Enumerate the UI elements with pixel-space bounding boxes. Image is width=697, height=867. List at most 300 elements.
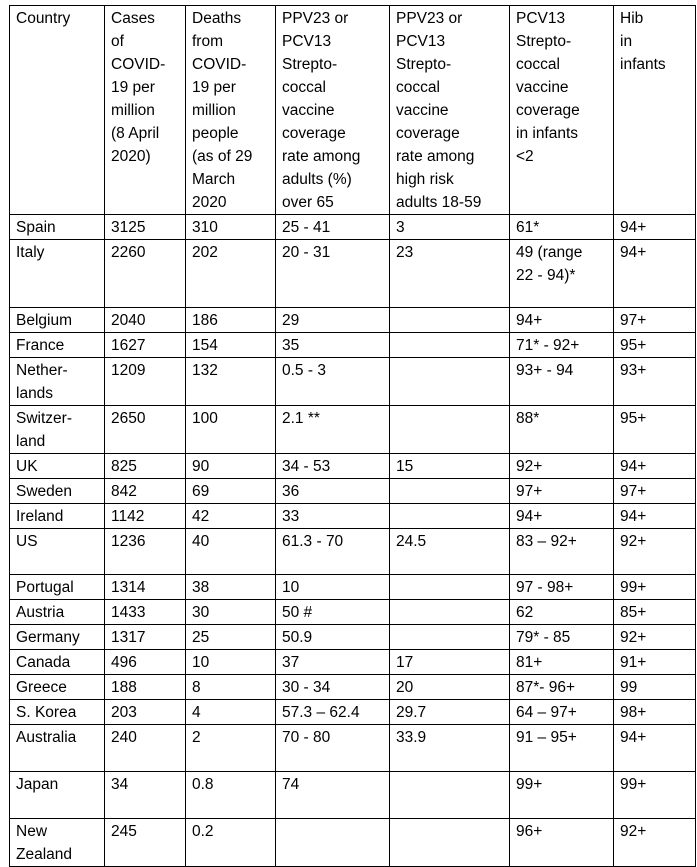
cell-text: 94+ [620, 219, 647, 236]
header-line: million [111, 102, 155, 119]
ppv-over65-cell [276, 333, 390, 358]
header-row [10, 6, 696, 215]
header-line: in infants [516, 125, 579, 142]
table-row [10, 819, 696, 867]
deaths-cell [186, 333, 276, 358]
header-line: PCV13 [282, 33, 332, 50]
country-cell [10, 819, 105, 867]
header-line: <2 [516, 148, 534, 165]
pcv13-infants-header [510, 6, 614, 215]
ppv-over65-cell [276, 700, 390, 725]
hib-infants-cell [614, 772, 696, 819]
cell-text: 2040 [111, 312, 146, 329]
cell-text: 3 [396, 219, 405, 236]
cell-text: 186 [192, 312, 218, 329]
header-line: coccal [396, 79, 440, 96]
cell-text: 1627 [111, 337, 146, 354]
cell-text: 3125 [111, 219, 146, 236]
cell-text: 61* [516, 219, 540, 236]
ppv-over65-cell [276, 479, 390, 504]
cell-text: 92+ [516, 458, 543, 475]
ppv-highrisk-cell [390, 479, 510, 504]
cell-text: 24.5 [396, 533, 427, 550]
cell-text: Japan [16, 776, 59, 793]
cell-text: 1142 [111, 508, 145, 525]
ppv-over65-cell [276, 772, 390, 819]
hib-infants-cell [614, 700, 696, 725]
cell-text: 50 # [282, 604, 313, 621]
header-line: high risk [396, 171, 454, 188]
cell-text: 94+ [620, 458, 647, 475]
cases-header [105, 6, 186, 215]
cell-text: 99+ [620, 776, 647, 793]
deaths-cell [186, 600, 276, 625]
cell-text: Ireland [16, 508, 64, 525]
ppv-over65-cell [276, 625, 390, 650]
pcv13-infants-cell [510, 406, 614, 454]
header-line: coccal [516, 56, 560, 73]
cell-text: 20 [396, 679, 414, 696]
cell-text: 30 - 34 [282, 679, 331, 696]
ppv-highrisk-cell [390, 454, 510, 479]
header-line: Hib [620, 10, 644, 27]
deaths-cell [186, 358, 276, 406]
table-row [10, 650, 696, 675]
cell-text: 0.2 [192, 823, 214, 840]
cell-text: 97+ [516, 483, 543, 500]
deaths-cell [186, 772, 276, 819]
cell-text: 30 [192, 604, 210, 621]
cell-text: 100 [192, 410, 218, 427]
cell-text: 83 – 92+ [516, 533, 577, 550]
cell-text: 91+ [620, 654, 647, 671]
deaths-cell [186, 575, 276, 600]
country-cell [10, 504, 105, 529]
ppv-highrisk-header [390, 6, 510, 215]
table-row [10, 772, 696, 819]
header-line: Strepto- [396, 56, 452, 73]
cell-text: Belgium [16, 312, 72, 329]
ppv-highrisk-cell [390, 625, 510, 650]
cell-text: 310 [192, 219, 218, 236]
cell-text: 25 - 41 [282, 219, 331, 236]
hib-infants-cell [614, 454, 696, 479]
ppv-highrisk-cell [390, 529, 510, 575]
cell-text: 2650 [111, 410, 146, 427]
hib-infants-cell [614, 479, 696, 504]
deaths-cell [186, 819, 276, 867]
cell-text: 1433 [111, 604, 146, 621]
cell-text: 8 [192, 679, 201, 696]
cases-cell [105, 454, 186, 479]
cell-text: lands [16, 385, 54, 402]
cases-cell [105, 625, 186, 650]
cell-text: 85+ [620, 604, 647, 621]
cases-cell [105, 308, 186, 333]
header-line: vaccine [396, 102, 449, 119]
cell-text: 0.5 - 3 [282, 362, 326, 379]
cell-text: 0.8 [192, 776, 214, 793]
header-line: PPV23 or [396, 10, 463, 27]
cell-text: 90 [192, 458, 210, 475]
pcv13-infants-cell [510, 504, 614, 529]
cell-text: 79* - 85 [516, 629, 571, 646]
ppv-highrisk-cell [390, 600, 510, 625]
header-line: (as of 29 [192, 148, 253, 165]
ppv-highrisk-cell [390, 772, 510, 819]
ppv-highrisk-cell [390, 575, 510, 600]
cell-text: S. Korea [16, 704, 77, 721]
hib-infants-cell [614, 819, 696, 867]
cell-text: 97 - 98+ [516, 579, 574, 596]
cell-text: Zealand [16, 846, 73, 863]
cell-text: 69 [192, 483, 210, 500]
cell-text: 132 [192, 362, 218, 379]
header-line: vaccine [282, 102, 335, 119]
header-line: COVID- [111, 56, 166, 73]
pcv13-infants-cell [510, 215, 614, 240]
cell-text: 93+ [620, 362, 647, 379]
header-line: Deaths [192, 10, 242, 27]
cell-text: Germany [16, 629, 80, 646]
cell-text: 92+ [620, 823, 647, 840]
cell-text: 91 – 95+ [516, 729, 577, 746]
cell-text: 29 [282, 312, 300, 329]
table-row [10, 700, 696, 725]
country-cell [10, 454, 105, 479]
deaths-cell [186, 529, 276, 575]
hib-infants-cell [614, 575, 696, 600]
ppv-over65-cell [276, 406, 390, 454]
cases-cell [105, 650, 186, 675]
cell-text: Italy [16, 244, 45, 261]
header-line: coverage [396, 125, 460, 142]
ppv-highrisk-cell [390, 358, 510, 406]
cell-text: 842 [111, 483, 137, 500]
header-line: people [192, 125, 239, 142]
cell-text: Greece [16, 679, 67, 696]
cell-text: 61.3 - 70 [282, 533, 344, 550]
pcv13-infants-cell [510, 308, 614, 333]
header-line: over 65 [282, 194, 334, 211]
cases-cell [105, 240, 186, 308]
cell-text: UK [16, 458, 38, 475]
ppv-highrisk-cell [390, 240, 510, 308]
country-cell [10, 575, 105, 600]
cell-text: 95+ [620, 410, 647, 427]
cell-text: 38 [192, 579, 210, 596]
deaths-cell [186, 625, 276, 650]
table-row [10, 675, 696, 700]
hib-infants-cell [614, 675, 696, 700]
pcv13-infants-cell [510, 600, 614, 625]
cell-text: 35 [282, 337, 300, 354]
pcv13-infants-cell [510, 358, 614, 406]
pcv13-infants-cell [510, 479, 614, 504]
country-cell [10, 700, 105, 725]
cell-text: 33 [282, 508, 300, 525]
table-row [10, 725, 696, 772]
header-line: adults 18-59 [396, 194, 482, 211]
ppv-over65-cell [276, 675, 390, 700]
ppv-over65-cell [276, 215, 390, 240]
pcv13-infants-cell [510, 454, 614, 479]
country-cell [10, 675, 105, 700]
cell-text: 20 - 31 [282, 244, 331, 261]
hib-infants-cell [614, 215, 696, 240]
cell-text: 29.7 [396, 704, 427, 721]
cell-text: 10 [192, 654, 210, 671]
cell-text: 99+ [620, 579, 647, 596]
cell-text: Spain [16, 219, 56, 236]
deaths-cell [186, 479, 276, 504]
cell-text: 40 [192, 533, 210, 550]
pcv13-infants-cell [510, 772, 614, 819]
hib-infants-cell [614, 406, 696, 454]
cell-text: 94+ [516, 312, 543, 329]
cases-cell [105, 504, 186, 529]
cell-text: 245 [111, 823, 137, 840]
deaths-cell [186, 454, 276, 479]
deaths-cell [186, 308, 276, 333]
header-line: from [192, 33, 223, 50]
cell-text: 37 [282, 654, 300, 671]
ppv-highrisk-cell [390, 308, 510, 333]
cell-text: 94+ [516, 508, 543, 525]
ppv-highrisk-cell [390, 650, 510, 675]
ppv-over65-cell [276, 308, 390, 333]
pcv13-infants-cell [510, 529, 614, 575]
cell-text: 22 - 94)* [516, 267, 576, 284]
header-line: Strepto- [516, 33, 572, 50]
hib-infants-cell [614, 600, 696, 625]
cell-text: 94+ [620, 244, 647, 261]
ppv-over65-cell [276, 725, 390, 772]
cases-cell [105, 772, 186, 819]
country-cell [10, 625, 105, 650]
cases-cell [105, 333, 186, 358]
ppv-over65-cell [276, 819, 390, 867]
header-line: in [620, 33, 633, 50]
deaths-cell [186, 675, 276, 700]
header-line: 19 per [192, 79, 236, 96]
table-row [10, 308, 696, 333]
cell-text: 99 [620, 679, 638, 696]
cell-text: 88* [516, 410, 540, 427]
cell-text: Sweden [16, 483, 73, 500]
cell-text: Portugal [16, 579, 74, 596]
cell-text: 203 [111, 704, 137, 721]
country-cell [10, 725, 105, 772]
hib-infants-cell [614, 725, 696, 772]
cell-text: 99+ [516, 776, 543, 793]
ppv-highrisk-cell [390, 504, 510, 529]
cell-text: 2260 [111, 244, 146, 261]
table-row [10, 529, 696, 575]
cell-text: 17 [396, 654, 414, 671]
header-line: coccal [282, 79, 326, 96]
ppv-highrisk-cell [390, 700, 510, 725]
hib-infants-cell [614, 333, 696, 358]
cases-cell [105, 725, 186, 772]
deaths-cell [186, 215, 276, 240]
header-line: coverage [282, 125, 346, 142]
ppv-over65-cell [276, 650, 390, 675]
table-body [10, 215, 696, 867]
cell-text: 25 [192, 629, 210, 646]
cell-text: 62 [516, 604, 534, 621]
cell-text: 94+ [620, 729, 647, 746]
ppv-highrisk-cell [390, 215, 510, 240]
hib-infants-cell [614, 308, 696, 333]
header-line: Strepto- [282, 56, 338, 73]
cases-cell [105, 479, 186, 504]
header-line: 19 per [111, 79, 155, 96]
table-row [10, 240, 696, 308]
cell-text: New [16, 823, 48, 840]
country-cell [10, 529, 105, 575]
cell-text: 64 – 97+ [516, 704, 577, 721]
country-cell [10, 772, 105, 819]
cell-text: 96+ [516, 823, 543, 840]
ppv-over65-header [276, 6, 390, 215]
cell-text: Nether- [16, 362, 68, 379]
covid-vaccine-table [9, 5, 696, 867]
ppv-over65-cell [276, 529, 390, 575]
table-row [10, 504, 696, 529]
table-row [10, 600, 696, 625]
cases-cell [105, 358, 186, 406]
ppv-over65-cell [276, 240, 390, 308]
pcv13-infants-cell [510, 650, 614, 675]
cell-text: 36 [282, 483, 300, 500]
cell-text: 93+ - 94 [516, 362, 574, 379]
country-cell [10, 479, 105, 504]
hib-infants-cell [614, 358, 696, 406]
table-row [10, 575, 696, 600]
table-row [10, 625, 696, 650]
hib-infants-cell [614, 529, 696, 575]
header-line: PPV23 or [282, 10, 349, 27]
cell-text: 94+ [620, 508, 647, 525]
cell-text: 81+ [516, 654, 543, 671]
country-cell [10, 358, 105, 406]
cases-cell [105, 675, 186, 700]
table-row [10, 358, 696, 406]
hib-infants-cell [614, 625, 696, 650]
ppv-over65-cell [276, 600, 390, 625]
pcv13-infants-cell [510, 240, 614, 308]
deaths-header [186, 6, 276, 215]
cell-text: 71* - 92+ [516, 337, 580, 354]
country-cell [10, 308, 105, 333]
cell-text: 10 [282, 579, 300, 596]
header-line: PCV13 [396, 33, 446, 50]
cases-cell [105, 215, 186, 240]
cell-text: 2.1 ** [282, 410, 320, 427]
ppv-highrisk-cell [390, 675, 510, 700]
cell-text: 74 [282, 776, 300, 793]
deaths-cell [186, 240, 276, 308]
deaths-cell [186, 725, 276, 772]
country-cell [10, 215, 105, 240]
pcv13-infants-cell [510, 675, 614, 700]
header-line: (8 April [111, 125, 160, 142]
cell-text: land [16, 433, 46, 450]
pcv13-infants-cell [510, 625, 614, 650]
header-line: infants [620, 56, 666, 73]
ppv-highrisk-cell [390, 819, 510, 867]
pcv13-infants-cell [510, 700, 614, 725]
cell-text: 92+ [620, 629, 647, 646]
pcv13-infants-cell [510, 819, 614, 867]
table-row [10, 454, 696, 479]
cell-text: Canada [16, 654, 71, 671]
country-cell [10, 333, 105, 358]
cell-text: 92+ [620, 533, 647, 550]
header-line: PCV13 [516, 10, 566, 27]
deaths-cell [186, 406, 276, 454]
cell-text: Austria [16, 604, 65, 621]
pcv13-infants-cell [510, 725, 614, 772]
deaths-cell [186, 650, 276, 675]
ppv-over65-cell [276, 358, 390, 406]
deaths-cell [186, 700, 276, 725]
pcv13-infants-cell [510, 333, 614, 358]
cell-text: 97+ [620, 483, 647, 500]
cell-text: 50.9 [282, 629, 313, 646]
cell-text: 57.3 – 62.4 [282, 704, 360, 721]
cell-text: 15 [396, 458, 414, 475]
header-line: COVID- [192, 56, 247, 73]
header-line: rate among [396, 148, 475, 165]
cases-cell [105, 600, 186, 625]
country-cell [10, 406, 105, 454]
cell-text: 188 [111, 679, 137, 696]
header-line: 2020) [111, 148, 151, 165]
country-cell [10, 650, 105, 675]
cases-cell [105, 529, 186, 575]
header-line: million [192, 102, 236, 119]
ppv-over65-cell [276, 454, 390, 479]
cell-text: 98+ [620, 704, 647, 721]
cell-text: Australia [16, 729, 77, 746]
table-row [10, 333, 696, 358]
cell-text: 154 [192, 337, 218, 354]
header-line: vaccine [516, 79, 569, 96]
table-row [10, 215, 696, 240]
cases-cell [105, 819, 186, 867]
header-line: rate among [282, 148, 361, 165]
cell-text: 70 - 80 [282, 729, 331, 746]
cell-text: 496 [111, 654, 137, 671]
hib-infants-cell [614, 504, 696, 529]
cell-text: Switzer- [16, 410, 72, 427]
ppv-highrisk-cell [390, 406, 510, 454]
hib-infants-cell [614, 240, 696, 308]
cell-text: 34 - 53 [282, 458, 331, 475]
cell-text: 1317 [111, 629, 146, 646]
cell-text: 87*- 96+ [516, 679, 576, 696]
cases-cell [105, 700, 186, 725]
cell-text: 4 [192, 704, 201, 721]
cell-text: US [16, 533, 38, 550]
cases-cell [105, 406, 186, 454]
cell-text: 202 [192, 244, 218, 261]
cell-text: 95+ [620, 337, 647, 354]
cell-text: 1236 [111, 533, 146, 550]
cell-text: 34 [111, 776, 129, 793]
